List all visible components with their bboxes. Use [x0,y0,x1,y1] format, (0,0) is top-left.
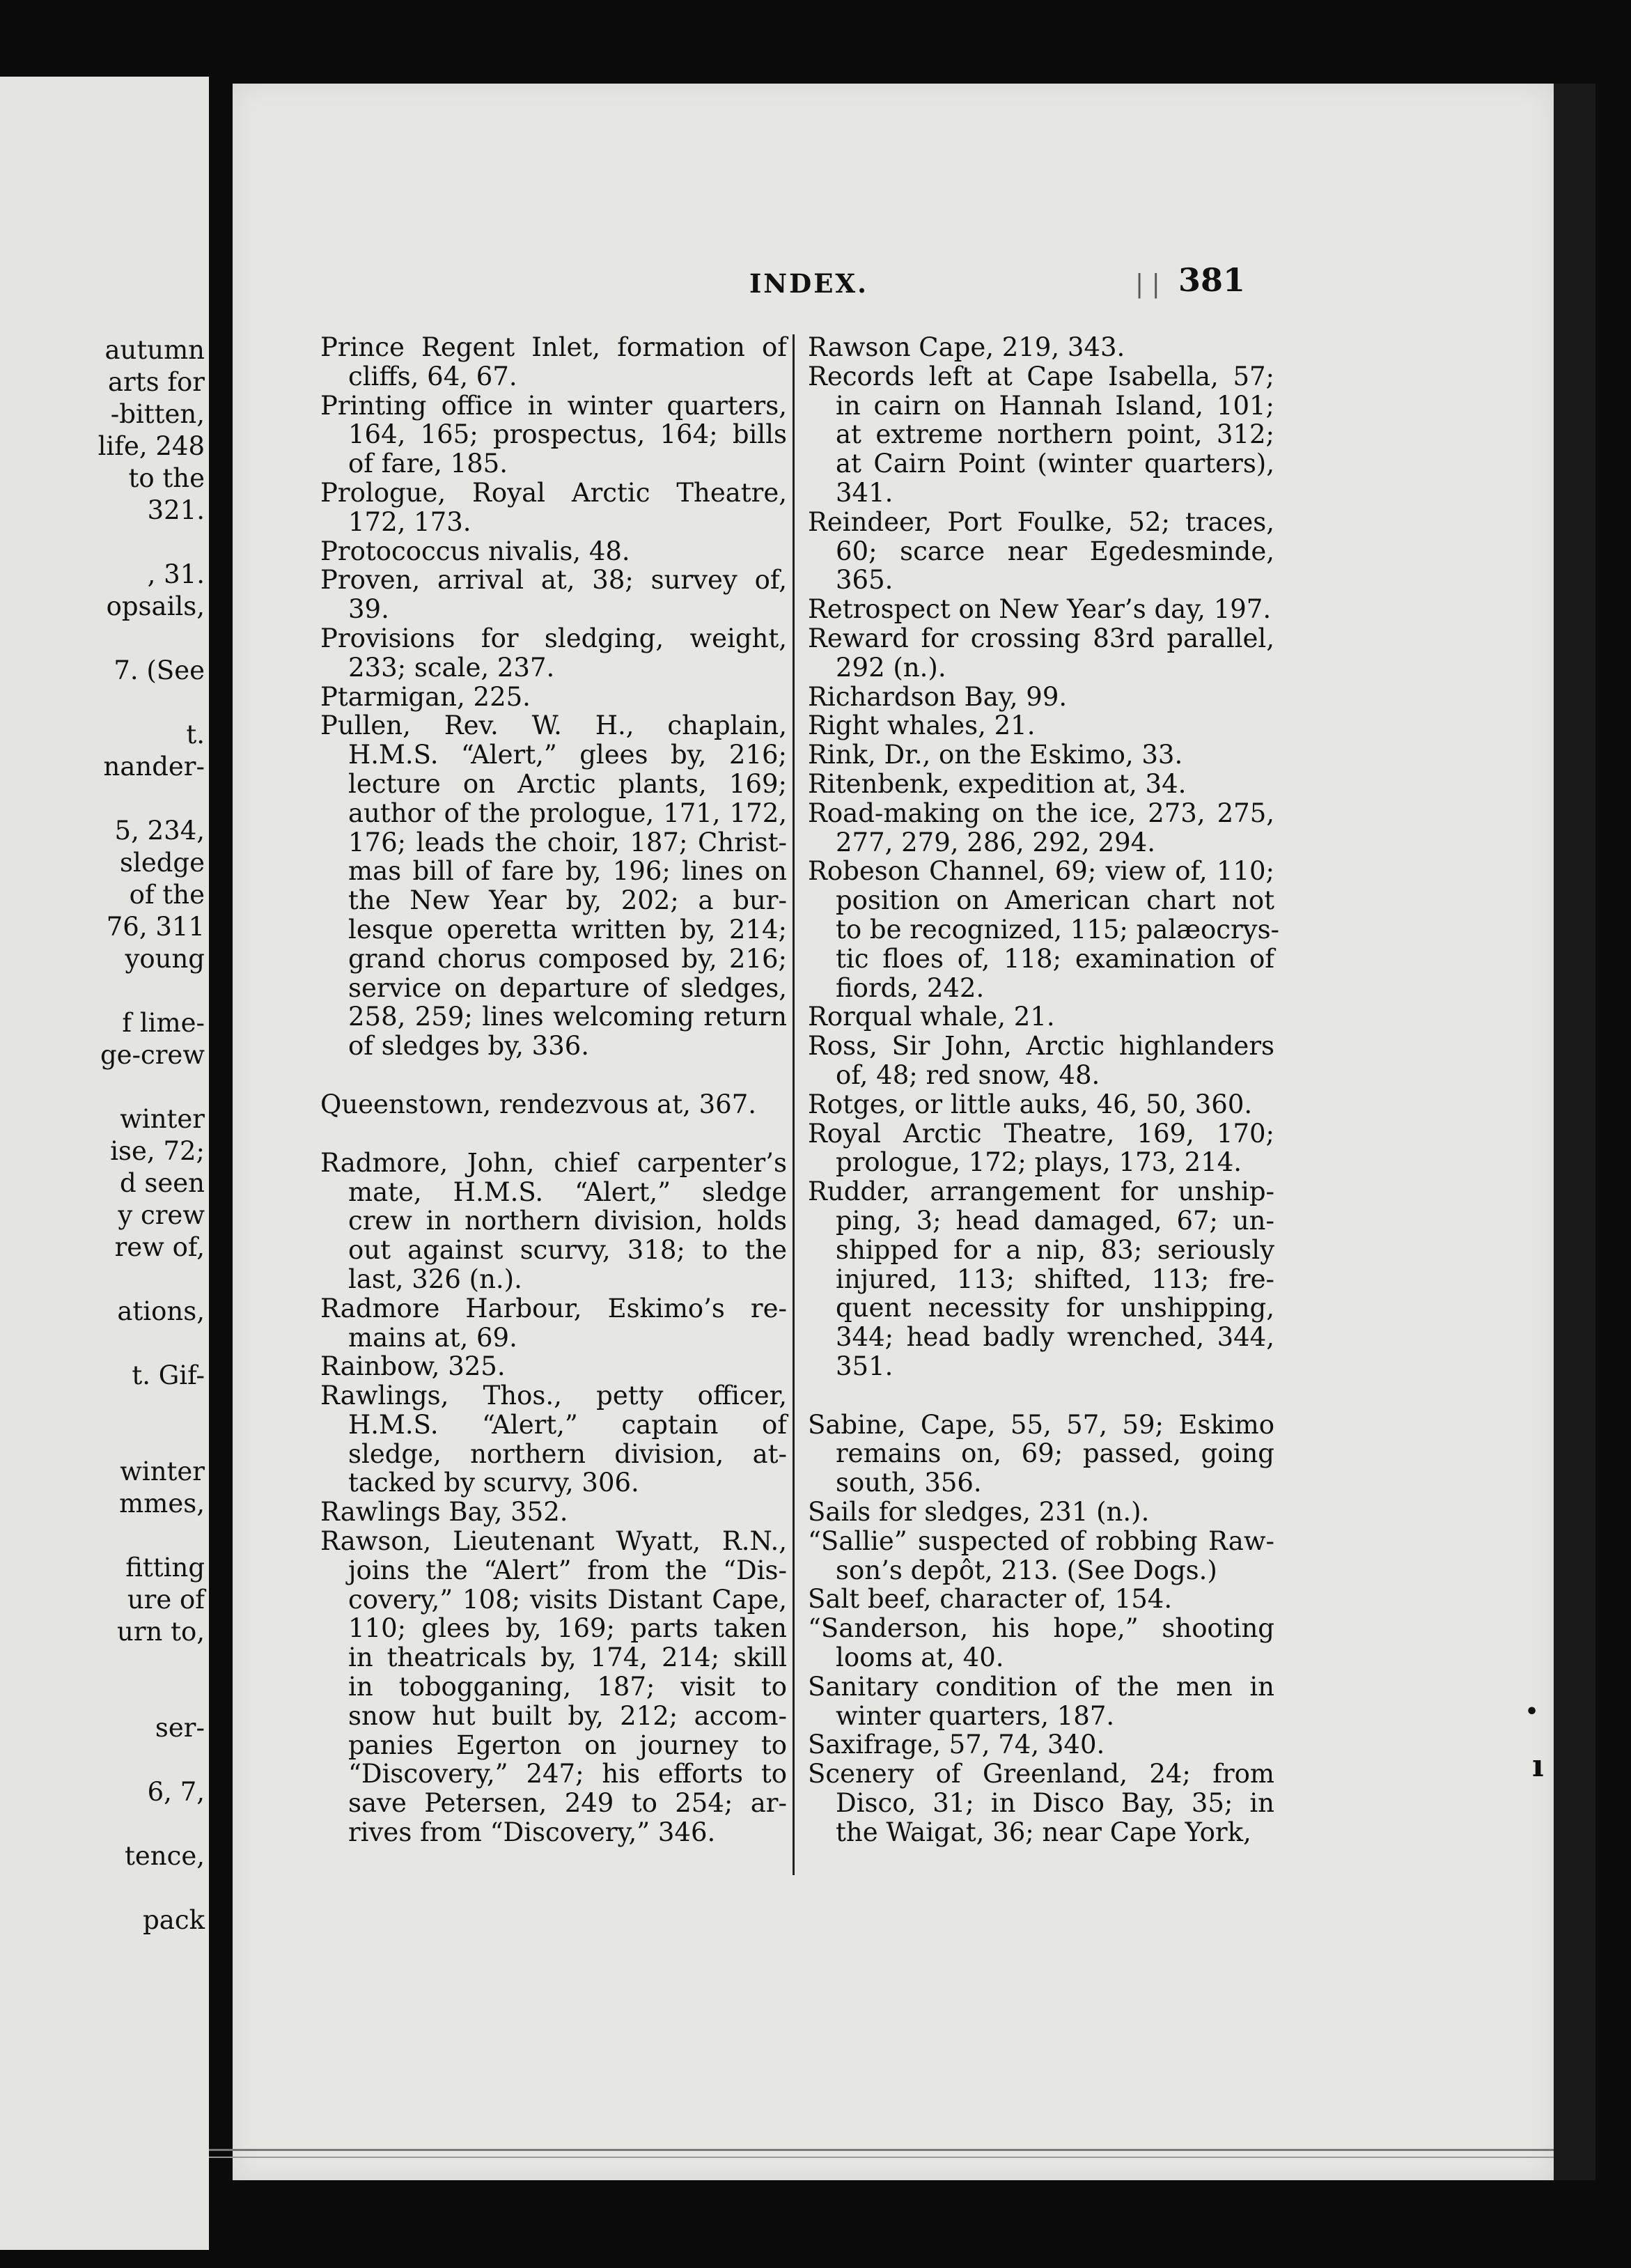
index-entry [808,683,1274,712]
index-entry-line: service on departure of sledges, [348,972,787,1003]
previous-page-text: urn to, [116,1617,205,1647]
index-entry [808,333,1274,362]
previous-page-text: 7. (See [114,655,205,685]
index-entry-line: son’s depôt, 213. (See Dogs.) [836,1555,1217,1585]
index-entry-line: 344; head badly wrenched, 344, [836,1322,1274,1353]
index-entry [808,856,1280,1003]
previous-page-text: rew of, [114,1232,205,1262]
index-entry-line: at extreme northern point, 312; [836,419,1274,450]
index-entry [320,1498,787,1527]
index-entry-line: in cairn on Hannah Island, 101; [836,390,1274,421]
index-entry [808,770,1274,799]
index-entry-line: Rorqual whale, 21. [808,1002,1055,1032]
previous-page-text: winter [120,1104,205,1134]
index-entry-line: to be recognized, 115; palæocrys- [836,914,1280,945]
previous-page-text: autumn [104,335,205,365]
index-entry-line: Proven, arrival at, 38; survey of, [320,565,787,596]
index-entry-line: Ritenbenk, expedition at, 34. [808,768,1187,799]
index-entry-line: Salt beef, character of, 154. [808,1584,1173,1615]
index-entry-line: Disco, 31; in Disco Bay, 35; in [836,1788,1274,1819]
index-entry [808,1119,1274,1178]
index-entry-line: Saxifrage, 57, 74, 340. [808,1730,1105,1760]
margin-speck-icon: • [1525,1700,1539,1724]
previous-page-text: pack [143,1905,205,1935]
index-entry-line: looms at, 40. [836,1642,1004,1673]
index-entry [320,333,787,391]
previous-page-text: tence, [125,1841,205,1871]
index-entry-line: rives from “Discovery,” 346. [348,1817,716,1848]
book-gutter [209,77,233,2250]
previous-page-text: 5, 234, [114,816,205,846]
index-entry-line: Sanitary condition of the men in [808,1671,1274,1702]
section-gap [808,1381,1274,1411]
index-entry-line: Queenstown, rendezvous at, 367. [320,1089,757,1119]
index-entry-line: Rudder, arrangement for unship- [808,1176,1274,1207]
index-entry [808,1002,1274,1032]
previous-page-text: d seen [119,1168,205,1198]
index-entry [320,624,787,683]
index-entry-line: 233; scale, 237. [348,652,555,683]
index-entry-line: 60; scarce near Egedesminde, [836,536,1274,566]
previous-page-text: 76, 311 [106,912,205,942]
index-entry-line: the New Year by, 202; a bur- [348,885,787,916]
previous-page-text: winter [120,1457,205,1486]
index-entry-line: quent necessity for unshipping, [836,1293,1274,1323]
previous-page-text: 6, 7, [147,1777,205,1807]
index-entry-line: 172, 173. [348,506,471,537]
section-gap [320,1061,787,1090]
index-entry-line: 292 (n.). [836,652,946,683]
index-entry-line: save Petersen, 249 to 254; ar- [348,1788,787,1819]
index-entry-line: sledge, northern division, at- [348,1438,787,1469]
index-entry [808,1585,1274,1614]
index-entry-line: Rawlings Bay, 352. [320,1497,568,1528]
page-number: 381 [1178,261,1246,299]
index-entry-line: Road-making on the ice, 273, 275, [808,798,1274,828]
index-entry [320,1527,787,1847]
previous-page-text: ge-crew [100,1040,205,1070]
index-entry-line: “Sallie” suspected of robbing Raw- [808,1525,1274,1556]
index-entry [808,362,1274,508]
column-divider [793,334,795,1875]
index-entry [808,624,1274,683]
index-entry-line: Pullen, Rev. W. H., chaplain, [320,710,787,741]
index-entry [320,1149,787,1294]
index-entry-line: grand chorus composed by, 216; [348,943,787,974]
index-entry-line: last, 326 (n.). [348,1264,522,1294]
previous-page-text: of the [129,880,205,910]
index-entry-line: H.M.S. “Alert,” glees by, 216; [348,740,787,770]
index-entry [808,799,1274,857]
index-entry-line: 351. [836,1351,893,1381]
index-entry-line: Prologue, Royal Arctic Theatre, [320,477,787,508]
previous-page-text: ations, [117,1296,205,1326]
page-edge-shadow [1554,84,1595,2180]
index-entry-line: mas bill of fare by, 196; lines on [348,856,787,887]
index-entry [808,1730,1274,1760]
index-entry-line: of, 48; red snow, 48. [836,1059,1100,1090]
index-entry-line: Sabine, Cape, 55, 57, 59; Eskimo [808,1409,1274,1440]
index-column-left [320,333,787,1847]
index-entry-line: shipped for a nip, 83; seriously [836,1234,1274,1265]
previous-page-fragment [0,77,209,2250]
index-entry-line: the Waigat, 36; near Cape York, [836,1817,1251,1847]
index-entry-line: Richardson Bay, 99. [808,681,1068,712]
index-entry-line: Ptarmigan, 225. [320,681,531,712]
previous-page-text: nander- [103,752,205,782]
index-entry-line: out against scurvy, 318; to the [348,1235,787,1266]
page-bottom-edge [209,2149,1554,2158]
previous-page-text: young [125,944,205,974]
index-entry-line: Rainbow, 325. [320,1351,506,1382]
index-entry-line: mate, H.M.S. “Alert,” sledge [348,1176,787,1207]
index-entry [320,683,787,712]
previous-page-text: y crew [118,1200,205,1230]
index-entry-line: Radmore, John, chief carpenter’s [320,1147,787,1178]
index-entry-line: 110; glees by, 169; parts taken [348,1613,787,1644]
index-entry-line: Rawson Cape, 219, 343. [808,332,1125,362]
previous-page-text: ser- [155,1713,205,1743]
index-entry [808,1614,1274,1672]
index-entry [808,1032,1274,1090]
index-entry [808,1090,1274,1119]
running-header: INDEX. [749,268,869,299]
index-entry [808,595,1274,624]
margin-mark-icon: ı [1532,1748,1544,1784]
index-entry-line: Records left at Cape Isabella, 57; [808,361,1274,391]
index-entry [320,537,787,566]
index-entry-line: tacked by scurvy, 306. [348,1468,639,1498]
index-entry-line: Ross, Sir John, Arctic highlanders [808,1031,1274,1062]
index-entry-line: 365. [836,565,893,596]
index-entry-line: crew in northern division, holds [348,1206,787,1236]
index-entry-line: winter quarters, 187. [836,1700,1115,1731]
previous-page-text: fitting [125,1553,205,1583]
index-entry-line: of sledges by, 336. [348,1031,590,1062]
index-entry-line: at Cairn Point (winter quarters), [836,449,1274,479]
index-entry [320,1294,787,1353]
previous-page-text: f lime- [122,1008,205,1038]
index-entry-line: Rawson, Lieutenant Wyatt, R.N., [320,1526,787,1557]
index-entry-line: Scenery of Greenland, 24; from [808,1759,1274,1789]
index-column-right [808,332,1280,1847]
previous-page-text: sledge [120,848,205,878]
previous-page-text: to the [128,463,205,493]
index-entry-line: position on American chart not [836,885,1274,916]
index-entry-line: 176; leads the choir, 187; Christ- [348,827,787,857]
index-entry-line: 39. [348,594,389,625]
index-entry [320,1352,787,1381]
previous-page-text: ise, 72; [110,1136,205,1166]
index-entry [320,1381,787,1498]
index-entry-line: mains at, 69. [348,1322,517,1353]
index-entry [808,1760,1274,1847]
index-entry-line: 164, 165; prospectus, 164; bills [348,419,787,450]
index-entry-line: prologue, 172; plays, 173, 214. [836,1147,1242,1178]
index-entry [808,1177,1274,1381]
index-entry-line: panies Egerton on journey to [348,1730,787,1760]
index-entry-line: Right whales, 21. [808,710,1036,741]
previous-page-text: 321. [147,495,205,525]
index-entry-line: Rink, Dr., on the Eskimo, 33. [808,740,1183,770]
previous-page-text: t. [186,720,205,749]
previous-page-text: opsails, [106,591,205,621]
index-entry [808,1498,1274,1527]
section-gap [320,1119,787,1149]
index-entry-line: lesque operetta written by, 214; [348,914,787,945]
index-entry-line: Protococcus nivalis, 48. [320,536,630,566]
previous-page-text: life, 248 [97,431,205,461]
index-entry [808,1411,1274,1498]
index-entry [320,1090,787,1119]
index-entry-line: Rawlings, Thos., petty officer, [320,1381,787,1411]
index-entry [808,740,1274,770]
index-entry-line: fiords, 242. [836,972,985,1003]
index-entry [808,1527,1274,1585]
index-entry-line: Royal Arctic Theatre, 169, 170; [808,1118,1274,1149]
index-entry-line: ping, 3; head damaged, 67; un- [836,1205,1274,1236]
index-entry-line: in tobogganing, 187; visit to [348,1672,787,1702]
index-entry-line: 341. [836,477,893,508]
index-entry-line: Printing office in winter quarters, [320,390,787,421]
index-entry-line: “Sanderson, his hope,” shooting [808,1613,1274,1644]
index-entry-line: Prince Regent Inlet, formation of [320,332,787,362]
previous-page-text: ure of [127,1585,205,1615]
index-entry-line: injured, 113; shifted, 113; fre- [836,1264,1274,1294]
index-entry-line: 277, 279, 286, 292, 294. [836,827,1155,857]
index-entry-line: Reward for crossing 83rd parallel, [808,623,1274,653]
index-entry-line: of fare, 185. [348,449,508,479]
index-entry-line: joins the “Alert” from the “Dis- [348,1555,787,1585]
index-entry [320,711,787,1061]
index-entry-line: cliffs, 64, 67. [348,361,517,391]
index-entry-line: Robeson Channel, 69; view of, 110; [808,856,1274,887]
index-entry-line: Radmore Harbour, Eskimo’s re- [320,1293,787,1323]
index-entry-line: in theatricals by, 174, 214; skill [348,1642,787,1673]
index-entry-line: lecture on Arctic plants, 169; [348,768,787,799]
index-entry-line: author of the prologue, 171, 172, [348,798,787,828]
index-entry [320,391,787,479]
index-entry-line: snow hut built by, 212; accom- [348,1700,787,1731]
index-entry-line: tic floes of, 118; examination of [836,943,1274,974]
index-entry-line: Reindeer, Port Foulke, 52; traces, [808,506,1274,537]
index-entry-line: Rotges, or little auks, 46, 50, 360. [808,1089,1253,1119]
index-entry-line: “Discovery,” 247; his efforts to [348,1759,787,1789]
previous-page-text: , 31. [147,559,205,589]
index-entry-line: Sails for sledges, 231 (n.). [808,1497,1150,1528]
header-marks: | | [1135,270,1160,299]
index-entry [808,1672,1274,1731]
index-entry-line: south, 356. [836,1468,982,1498]
index-entry [808,711,1274,740]
index-entry-line: Provisions for sledging, weight, [320,623,787,653]
index-entry [320,479,787,537]
previous-page-text: -bitten, [110,399,205,429]
previous-page-text: arts for [107,367,205,397]
index-entry [808,508,1274,595]
previous-page-text: t. Gif- [132,1360,205,1390]
index-entry [320,566,787,624]
index-entry-line: remains on, 69; passed, going [836,1438,1274,1469]
index-entry-line: H.M.S. “Alert,” captain of [348,1409,787,1440]
previous-page-text: mmes, [119,1489,205,1519]
index-entry-line: covery,” 108; visits Distant Cape, [348,1584,787,1615]
index-entry-line: Retrospect on New Year’s day, 197. [808,594,1272,625]
index-entry-line: 258, 259; lines welcoming return [348,1002,787,1032]
